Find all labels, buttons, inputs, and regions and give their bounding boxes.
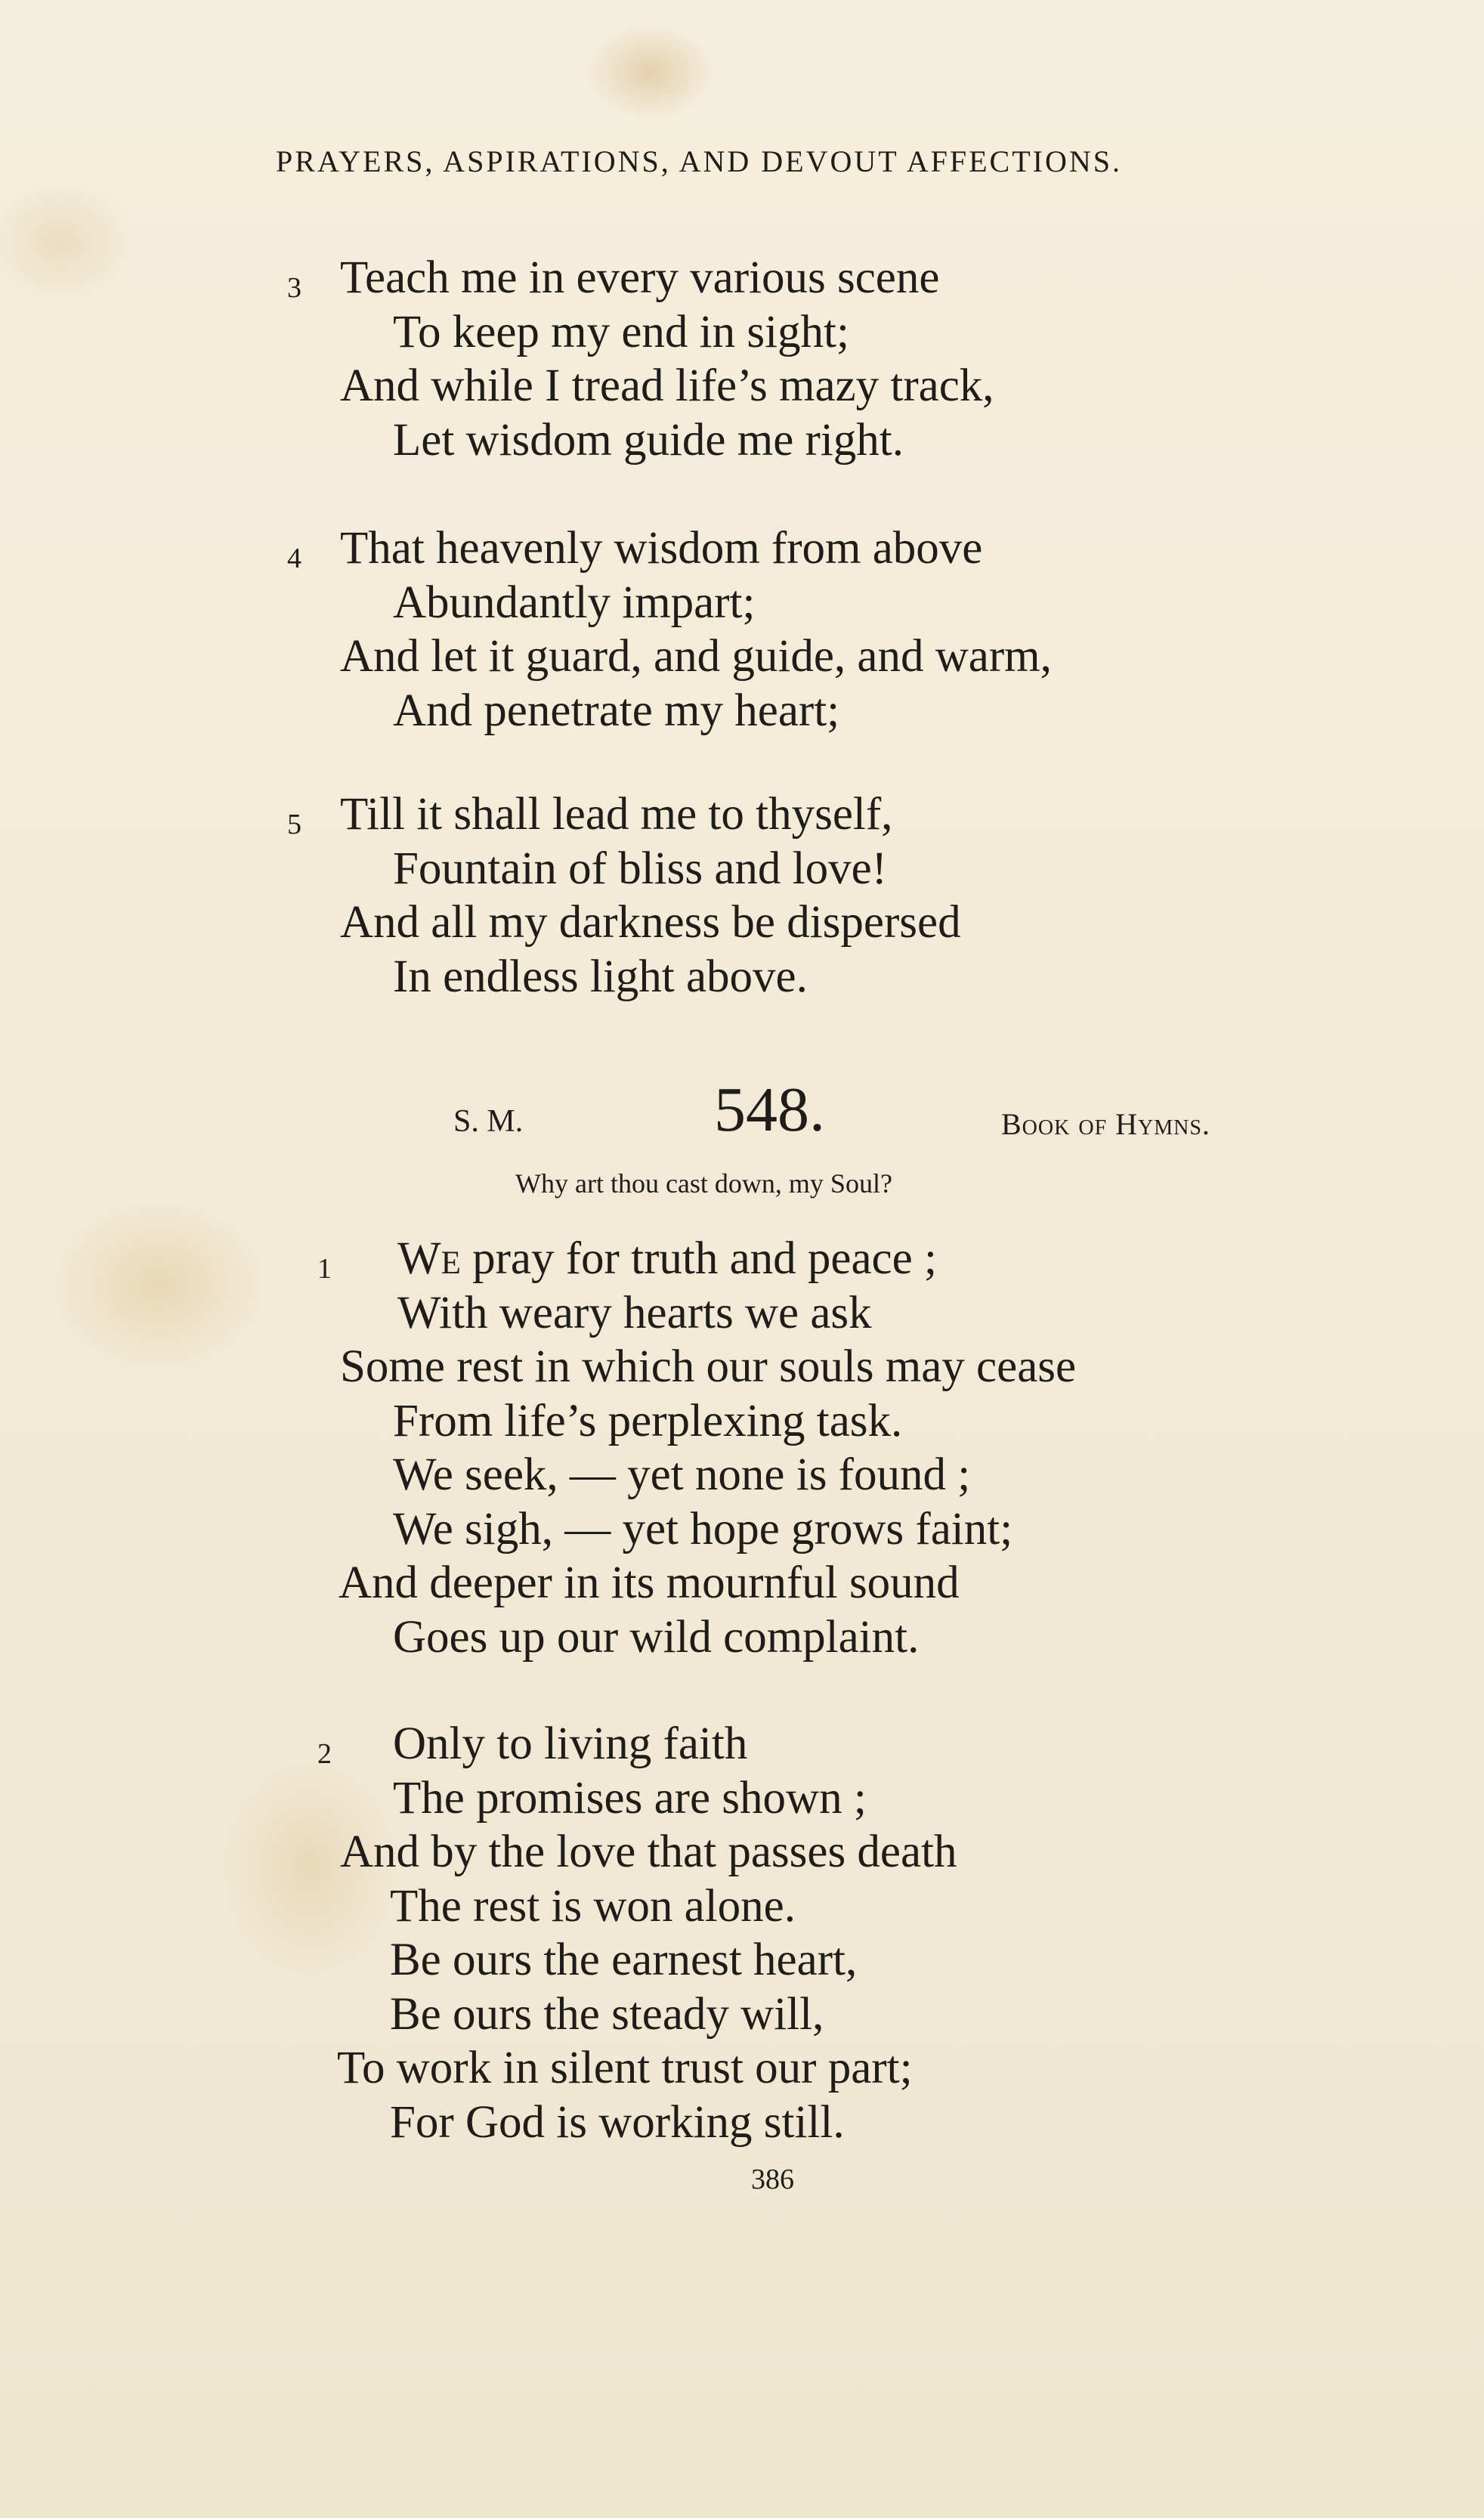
verse-line: For God is working still. — [390, 2096, 845, 2148]
first-line-rest: pray for truth and peace ; — [460, 1233, 937, 1284]
hymn-stanza-2 — [317, 1717, 957, 2149]
hymn-stanza-1 — [317, 1232, 1076, 1664]
verse-line: Only to living faith — [393, 1718, 748, 1769]
small-caps-word: e — [441, 1233, 461, 1284]
running-header: PRAYERS, ASPIRATIONS, AND DEVOUT AFFECTIONS. — [276, 144, 1122, 178]
verse-line: Teach me in every various scene — [340, 252, 940, 303]
verse-line: And let it guard, and guide, and warm, — [340, 631, 1052, 682]
stanza-number: 2 — [317, 1738, 332, 1770]
verse-line: We seek, — yet none is found ; — [393, 1449, 971, 1500]
verse-line: Abundantly impart; — [393, 577, 756, 628]
hymn-number: 548. — [714, 1075, 825, 1145]
hymn-heading — [453, 1073, 1345, 1149]
stanza-prev-3 — [287, 251, 994, 467]
verse-line: In endless light above. — [393, 951, 808, 1002]
hymn-source: Book of Hymns. — [1001, 1107, 1210, 1141]
verse-line: And while I tread life’s mazy track, — [340, 360, 994, 411]
verse-line: Some rest in which our souls may cease — [340, 1341, 1077, 1392]
verse-line: Goes up our wild complaint. — [393, 1611, 920, 1663]
verse-line: To work in silent trust our part; — [337, 2043, 913, 2093]
verse-line: The rest is won alone. — [390, 1880, 796, 1932]
verse-line: To keep my end in sight; — [393, 306, 849, 357]
stanza-number: 1 — [317, 1253, 332, 1285]
verse-line: And by the love that passes death — [340, 1827, 957, 1877]
verse-line: With weary hearts we ask — [397, 1287, 872, 1338]
drop-initial: W — [397, 1233, 441, 1284]
verse-line: And deeper in its mournful sound — [339, 1558, 960, 1608]
verse-line: And all my darkness be dispersed — [340, 897, 961, 948]
verse-line: We sigh, — yet hope grows faint; — [393, 1503, 1013, 1554]
verse-line: From life’s perplexing task. — [393, 1395, 903, 1446]
verse-line: That heavenly wisdom from above — [340, 523, 983, 574]
verse-line: Fountain of bliss and love! — [393, 843, 887, 894]
stanza-number: 4 — [287, 543, 301, 574]
verse-line: The promises are shown ; — [393, 1772, 867, 1824]
verse-line: Be ours the earnest heart, — [390, 1935, 858, 1985]
stanza-number: 5 — [287, 809, 301, 840]
verse-line: Be ours the steady will, — [390, 1988, 824, 2040]
verse-line: Let wisdom guide me right. — [393, 414, 904, 466]
stanza-prev-5 — [287, 787, 961, 1004]
page-number: 386 — [751, 2164, 794, 2195]
stanza-prev-4 — [287, 521, 1052, 738]
verse-line: Till it shall lead me to thyself, — [340, 789, 893, 840]
hymn-meter: S. M. — [453, 1104, 524, 1139]
verse-line: And penetrate my heart; — [393, 685, 840, 736]
verse-line-first — [317, 1232, 1076, 1286]
stanza-number: 3 — [287, 272, 301, 304]
hymn-subtitle: Why art thou cast down, my Soul? — [515, 1168, 892, 1199]
